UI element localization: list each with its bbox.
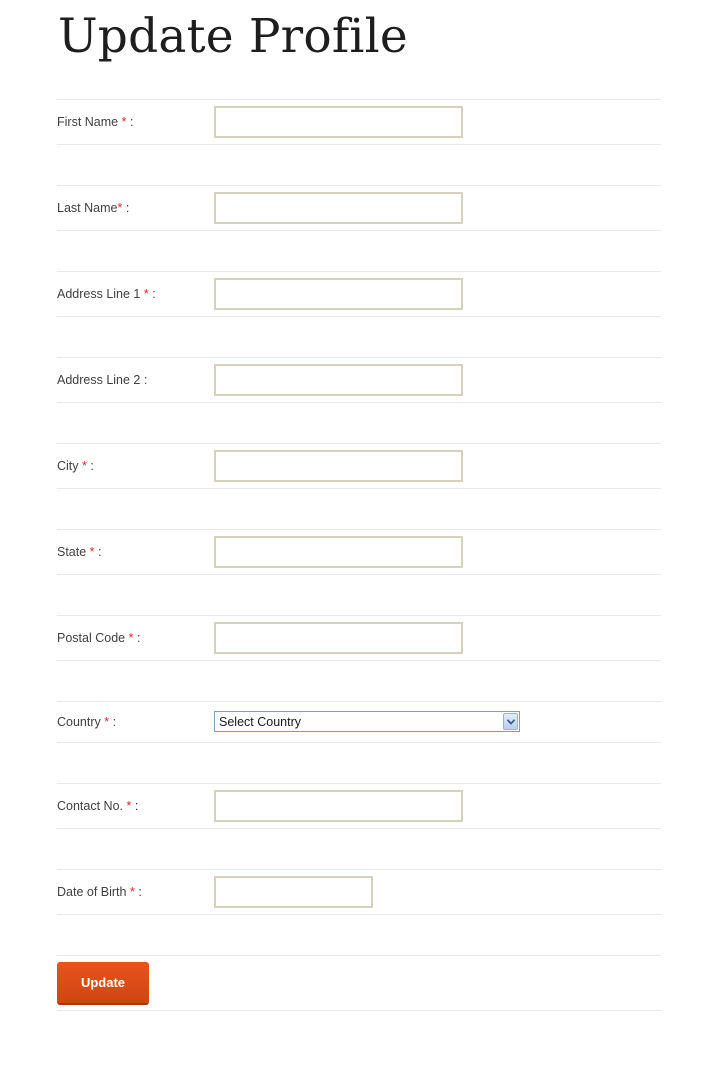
last-name-label: [57, 200, 129, 216]
divider: [57, 742, 661, 743]
update-button[interactable]: Update: [57, 962, 149, 1003]
divider: [57, 783, 661, 784]
label-colon: :: [136, 631, 141, 645]
address-line-1-label: [57, 286, 156, 302]
contact-no-label-text: Contact No.: [57, 799, 124, 813]
first-name-label: [57, 114, 133, 130]
divider: [57, 402, 661, 403]
contact-no-input[interactable]: [214, 790, 463, 822]
address-line-1-input[interactable]: [214, 278, 463, 310]
postal-code-input[interactable]: [214, 622, 463, 654]
address-line-2-label-text: Address Line 2: [57, 373, 141, 387]
divider: [57, 1010, 661, 1011]
divider: [57, 185, 661, 186]
required-marker: *: [143, 287, 149, 301]
country-select[interactable]: [214, 711, 520, 732]
address-line-1-label-text: Address Line 1: [57, 287, 141, 301]
required-marker: *: [117, 201, 123, 215]
label-colon: :: [138, 885, 142, 899]
label-colon: :: [90, 459, 94, 473]
country-select-value: Select Country: [219, 715, 301, 729]
date-of-birth-label: [57, 884, 142, 900]
postal-code-label-text: Postal Code: [57, 631, 126, 645]
chevron-down-icon[interactable]: [503, 713, 518, 730]
divider: [57, 529, 661, 530]
state-label: [57, 544, 102, 560]
label-colon: :: [134, 799, 139, 813]
divider: [57, 869, 661, 870]
divider: [57, 99, 661, 100]
divider: [57, 443, 661, 444]
required-marker: *: [104, 715, 110, 729]
divider: [57, 230, 661, 231]
divider: [57, 955, 661, 956]
country-label: [57, 714, 116, 730]
city-input[interactable]: [214, 450, 463, 482]
divider: [57, 316, 661, 317]
date-of-birth-label-text: Date of Birth: [57, 885, 127, 899]
contact-no-label: [57, 798, 138, 814]
divider: [57, 357, 661, 358]
state-label-text: State: [57, 545, 87, 559]
divider: [57, 271, 661, 272]
divider: [57, 144, 661, 145]
required-marker: *: [121, 115, 127, 129]
divider: [57, 488, 661, 489]
last-name-input[interactable]: [214, 192, 463, 224]
label-colon: :: [152, 287, 156, 301]
divider: [57, 828, 661, 829]
city-label: [57, 458, 94, 474]
required-marker: *: [82, 459, 87, 473]
label-colon: :: [112, 715, 117, 729]
required-marker: *: [128, 631, 134, 645]
country-label-text: Country: [57, 715, 101, 729]
required-marker: *: [129, 885, 135, 899]
first-name-label-text: First Name: [57, 115, 119, 129]
last-name-label-text: Last Name: [57, 201, 118, 215]
divider: [57, 701, 661, 702]
required-marker: *: [89, 545, 95, 559]
divider: [57, 914, 661, 915]
label-colon: :: [125, 201, 130, 215]
date-of-birth-input[interactable]: [214, 876, 373, 908]
city-label-text: City: [57, 459, 79, 473]
label-colon: :: [129, 115, 134, 129]
divider: [57, 615, 661, 616]
first-name-input[interactable]: [214, 106, 463, 138]
state-input[interactable]: [214, 536, 463, 568]
postal-code-label: [57, 630, 140, 646]
divider: [57, 660, 661, 661]
required-marker: *: [126, 799, 132, 813]
address-line-2-input[interactable]: [214, 364, 463, 396]
chevron-down-icon-glyph: [507, 719, 515, 725]
label-colon: :: [98, 545, 102, 559]
label-colon: :: [143, 373, 148, 387]
divider: [57, 574, 661, 575]
page-title: Update Profile: [58, 9, 408, 64]
address-line-2-label: [57, 372, 147, 388]
